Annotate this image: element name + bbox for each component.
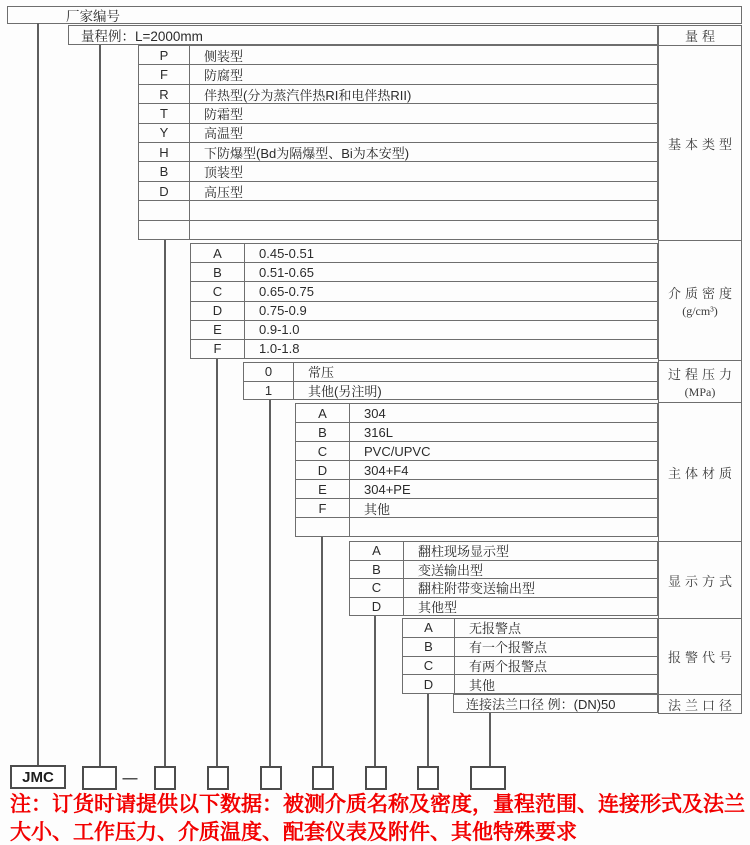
table-row — [296, 442, 657, 461]
table-row — [244, 382, 657, 400]
option-desc: 高温型 — [204, 126, 244, 142]
basic-type-table — [138, 45, 658, 240]
option-code: D — [191, 302, 245, 320]
code-box-display — [365, 766, 387, 790]
flange-size-text: 连接法兰口径 例：(DN)50 — [466, 697, 616, 712]
option-code: B — [296, 423, 350, 441]
table-row-empty — [296, 518, 657, 536]
ordering-note-line2: 大小、工作压力、介质温度、配套仪表及附件、其他特殊要求 — [10, 821, 577, 844]
option-desc: 0.45-0.51 — [259, 245, 314, 261]
table-row-empty — [139, 221, 657, 239]
table-row — [403, 657, 657, 676]
option-code: C — [191, 282, 245, 300]
option-code: B — [403, 638, 455, 656]
density-table — [190, 243, 658, 359]
display-mode-table — [349, 541, 658, 616]
option-desc: 高压型 — [204, 184, 244, 200]
option-desc: 有一个报警点 — [469, 640, 548, 656]
table-row — [296, 480, 657, 499]
table-row — [296, 499, 657, 518]
side-label-alarm: 报警代号 — [658, 618, 742, 695]
option-desc: 常压 — [308, 365, 335, 381]
option-code: D — [296, 461, 350, 479]
table-row — [350, 598, 657, 616]
table-row — [191, 321, 657, 340]
option-desc: 下防爆型(Bd为隔爆型、Bi为本安型) — [204, 145, 410, 161]
option-code: C — [403, 657, 455, 675]
connector-line-basic-type — [164, 240, 166, 766]
table-row — [350, 561, 657, 580]
table-row — [191, 244, 657, 263]
connector-line-range — [99, 45, 101, 766]
range-example-box — [68, 25, 658, 45]
option-desc: 防腐型 — [204, 68, 244, 84]
option-desc: 其他(另注明) — [308, 383, 382, 399]
table-row — [296, 461, 657, 480]
option-desc: 其他 — [364, 501, 391, 517]
side-label-range: 量程 — [658, 25, 742, 46]
option-code: D — [350, 598, 404, 616]
flange-size-row — [453, 694, 658, 713]
option-desc: 其他 — [469, 677, 496, 693]
table-row — [139, 182, 657, 201]
option-code: A — [191, 244, 245, 262]
option-desc — [190, 201, 657, 219]
code-box-density — [207, 766, 229, 790]
option-desc: 无报警点 — [469, 621, 522, 637]
option-code — [139, 221, 190, 239]
option-desc: 0.9-1.0 — [259, 322, 300, 338]
code-box-pressure — [260, 766, 282, 790]
table-row — [403, 675, 657, 693]
model-prefix-label: JMC — [22, 768, 54, 786]
option-code: E — [191, 321, 245, 339]
option-code: D — [139, 182, 190, 200]
connector-line-pressure — [269, 400, 271, 766]
model-prefix-box — [10, 765, 66, 789]
table-row — [403, 638, 657, 657]
option-desc: 其他型 — [418, 599, 458, 615]
option-code: F — [139, 65, 190, 83]
option-code: 1 — [244, 382, 294, 400]
side-label-material: 主体材质 — [658, 402, 742, 542]
code-box-range — [82, 766, 117, 790]
connector-line-material — [321, 537, 323, 766]
table-row — [403, 619, 657, 638]
option-desc: 304+PE — [364, 481, 411, 497]
table-row — [191, 263, 657, 282]
option-desc: 侧装型 — [204, 48, 244, 64]
ordering-note-line1: 注：订货时请提供以下数据：被测介质名称及密度，量程范围、连接形式及法兰 — [10, 793, 745, 816]
side-label-flange: 法兰口径 — [658, 694, 742, 714]
table-row — [139, 85, 657, 104]
code-separator: — — [122, 769, 138, 787]
option-desc — [350, 518, 657, 536]
connector-line-density — [216, 359, 218, 766]
option-code: E — [296, 480, 350, 498]
option-desc: 变送输出型 — [418, 562, 484, 578]
option-code: Y — [139, 124, 190, 142]
option-desc: 顶装型 — [204, 165, 244, 181]
table-row — [191, 340, 657, 358]
option-desc: 304+F4 — [364, 462, 409, 478]
option-desc: 1.0-1.8 — [259, 341, 300, 357]
table-row — [244, 363, 657, 382]
manufacturer-number-box — [7, 6, 742, 24]
table-row-empty — [139, 201, 657, 220]
option-code: F — [191, 340, 245, 358]
table-row — [139, 46, 657, 65]
table-row — [139, 143, 657, 162]
table-row — [139, 65, 657, 84]
option-code: P — [139, 46, 190, 64]
table-row — [296, 404, 657, 423]
code-box-material — [312, 766, 334, 790]
table-row — [139, 124, 657, 143]
table-row — [350, 579, 657, 598]
option-code: 0 — [244, 363, 294, 381]
option-code: R — [139, 85, 190, 103]
option-desc: 304 — [364, 405, 386, 421]
side-label-pressure: 过程压力 (MPa) — [658, 360, 742, 403]
side-label-display: 显示方式 — [658, 541, 742, 619]
option-desc: 0.51-0.65 — [259, 264, 314, 280]
option-code — [139, 201, 190, 219]
option-desc: 伴热型(分为蒸汽伴热RI和电伴热RII) — [204, 87, 412, 103]
connector-line-flange — [489, 713, 491, 766]
table-row — [191, 282, 657, 301]
option-desc: 316L — [364, 424, 393, 440]
option-desc: 0.65-0.75 — [259, 283, 314, 299]
option-code: C — [296, 442, 350, 460]
table-row — [139, 162, 657, 181]
option-desc: 0.75-0.9 — [259, 303, 307, 319]
option-desc: PVC/UPVC — [364, 443, 431, 459]
side-label-density: 介质密度 (g/cm³) — [658, 240, 742, 361]
alarm-table — [402, 618, 658, 694]
option-code: B — [139, 162, 190, 180]
option-code: T — [139, 104, 190, 122]
option-code: C — [350, 579, 404, 597]
connector-line-display — [374, 616, 376, 766]
material-table — [295, 403, 658, 537]
option-code: A — [296, 404, 350, 422]
option-code: A — [350, 542, 404, 560]
table-row — [350, 542, 657, 561]
code-box-flange — [470, 766, 506, 790]
table-row — [191, 302, 657, 321]
option-code — [296, 518, 350, 536]
option-code: F — [296, 499, 350, 517]
pressure-table — [243, 362, 658, 400]
option-desc: 翻柱附带变送输出型 — [418, 581, 536, 597]
option-desc: 有两个报警点 — [469, 658, 548, 674]
connector-line-alarm — [427, 694, 429, 766]
option-code: A — [403, 619, 455, 637]
code-box-basic-type — [154, 766, 176, 790]
option-code: D — [403, 675, 455, 693]
option-code: B — [350, 561, 404, 579]
table-row — [296, 423, 657, 442]
side-label-basic-type: 基本类型 — [658, 45, 742, 241]
option-desc: 翻柱现场显示型 — [418, 544, 510, 560]
table-row — [139, 104, 657, 123]
option-code: H — [139, 143, 190, 161]
ordering-note — [10, 791, 746, 845]
option-code: B — [191, 263, 245, 281]
option-desc: 防霜型 — [204, 106, 244, 122]
manufacturer-number-label: 厂家编号 — [66, 9, 120, 24]
range-example-label: 量程例：L=2000mm — [81, 29, 203, 44]
option-desc — [190, 221, 657, 239]
code-box-alarm — [417, 766, 439, 790]
connector-line-manufacturer — [37, 23, 39, 766]
